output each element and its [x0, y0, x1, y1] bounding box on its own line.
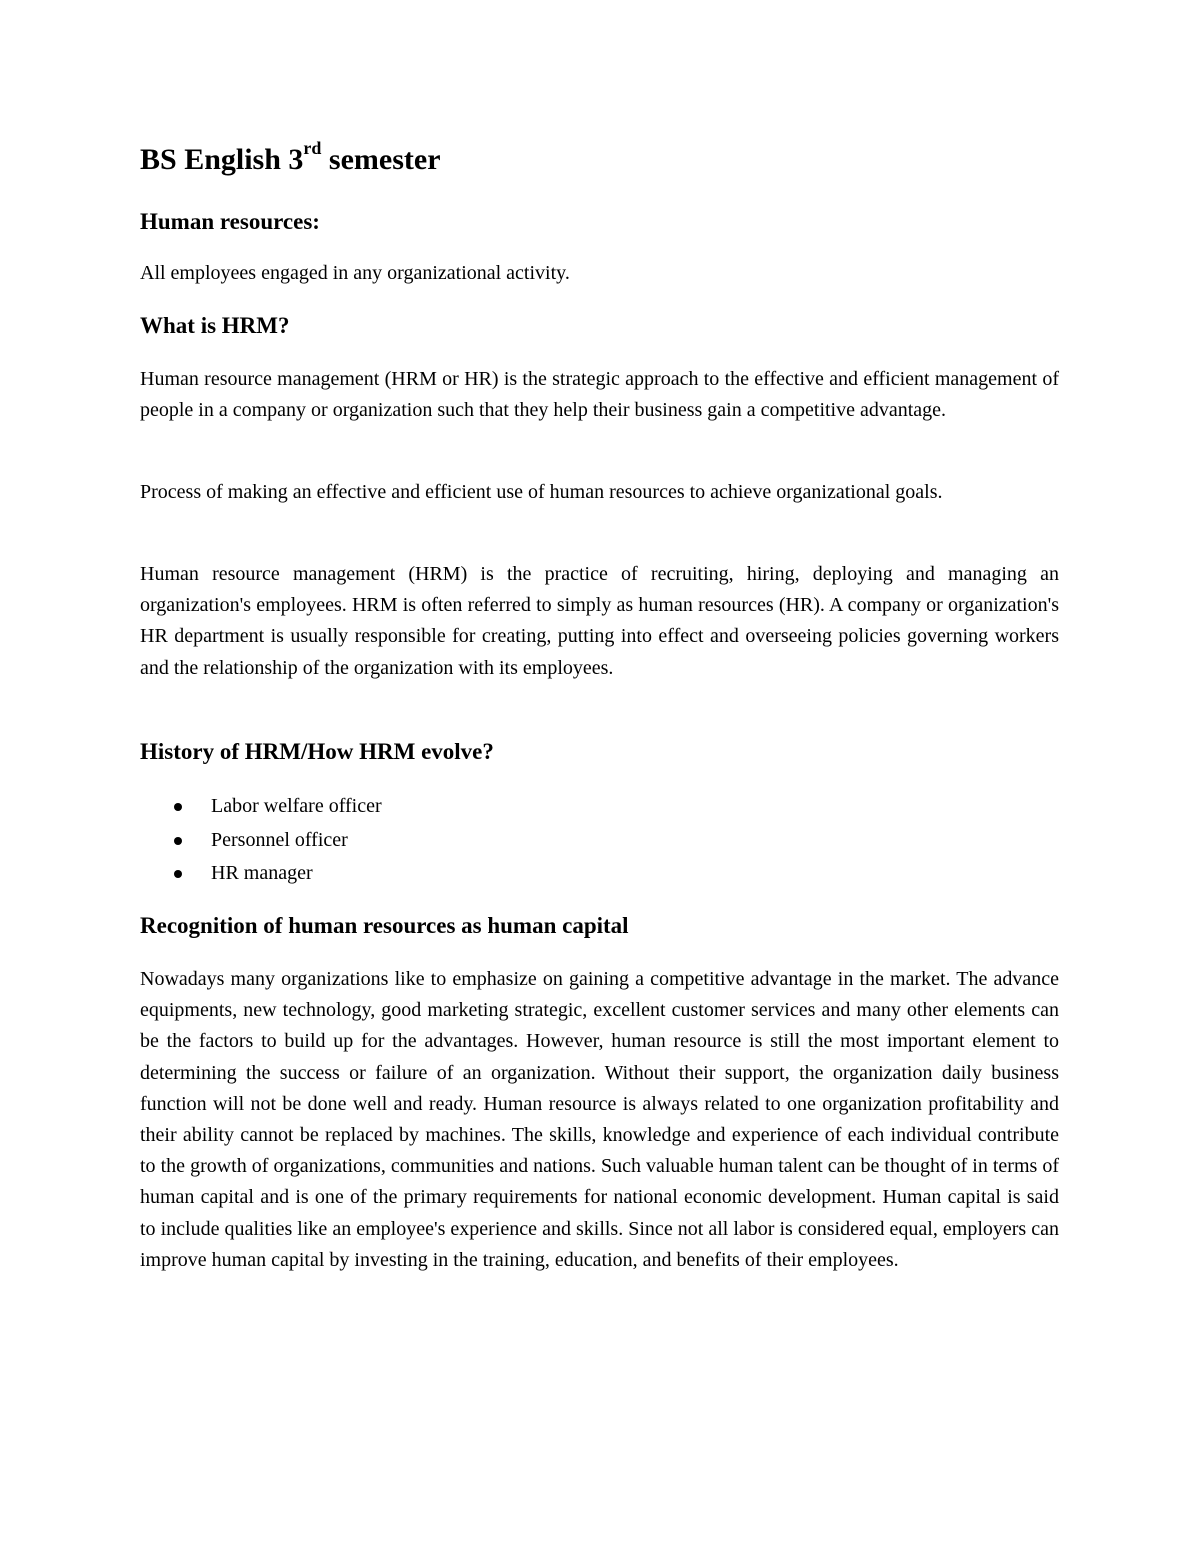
bullet-icon — [174, 803, 182, 811]
paragraph-hrm-definition-3: Human resource management (HRM) is the practice of recruiting, hiring, deploying and managing an organization's employees. HRM is often referred to simply as human resources (HR). A company or organization's HR department is usually responsible for creating, putting into effect and overseeing policies governing workers and the relationship of the organization with its employees. — [140, 563, 1059, 679]
title-main: BS English 3 — [140, 143, 304, 176]
paragraph-hrm-definition-1: Human resource management (HRM or HR) is the strategic approach to the effective and efficient management of people in a company or organization such that they help their business gain a competitive advantage. — [140, 368, 1059, 422]
list-item — [140, 824, 740, 858]
document-title — [140, 138, 441, 182]
history-bullet-list — [140, 790, 740, 891]
bullet-icon — [174, 837, 182, 845]
heading-what-is-hrm: What is HRM? — [140, 313, 290, 338]
heading-history-of-hrm: History of HRM/How HRM evolve? — [140, 739, 494, 764]
list-item — [140, 857, 740, 891]
list-item-text: Labor welfare officer — [211, 795, 382, 817]
paragraph-human-capital: Nowadays many organizations like to emphasize on gaining a competitive advantage in the market. The advance equipments, new technology, good marketing strategic, excellent customer services and many other elements can be the factors to build up for the advantages. However, human resource is still the most important element to determining the success or failure of an organization. Without their support, the organization daily business function will not be done well and ready. Human resource is always related to one organization profitability and their ability cannot be replaced by machines. The skills, knowledge and experience of each individual contribute to the growth of organizations, communities and nations. Such valuable human talent can be thought of in terms of human capital and is one of the primary requirements for national economic development. Human capital is said to include qualities like an employee's experience and skills. Since not all labor is considered equal, employers can improve human capital by investing in the training, education, and benefits of their employees. — [140, 968, 1059, 1271]
list-item — [140, 790, 740, 824]
paragraph-hrm-definition-2: Process of making an effective and efficient use of human resources to achieve organizational goals. — [140, 481, 943, 503]
list-item-text: HR manager — [211, 862, 313, 884]
title-superscript: rd — [303, 138, 322, 158]
bullet-icon — [174, 870, 182, 878]
heading-human-resources: Human resources: — [140, 209, 320, 234]
title-rest: semester — [321, 143, 441, 176]
paragraph-human-resources-definition: All employees engaged in any organizational activity. — [140, 262, 570, 284]
list-item-text: Personnel officer — [211, 828, 348, 851]
heading-human-capital: Recognition of human resources as human capital — [140, 913, 629, 938]
